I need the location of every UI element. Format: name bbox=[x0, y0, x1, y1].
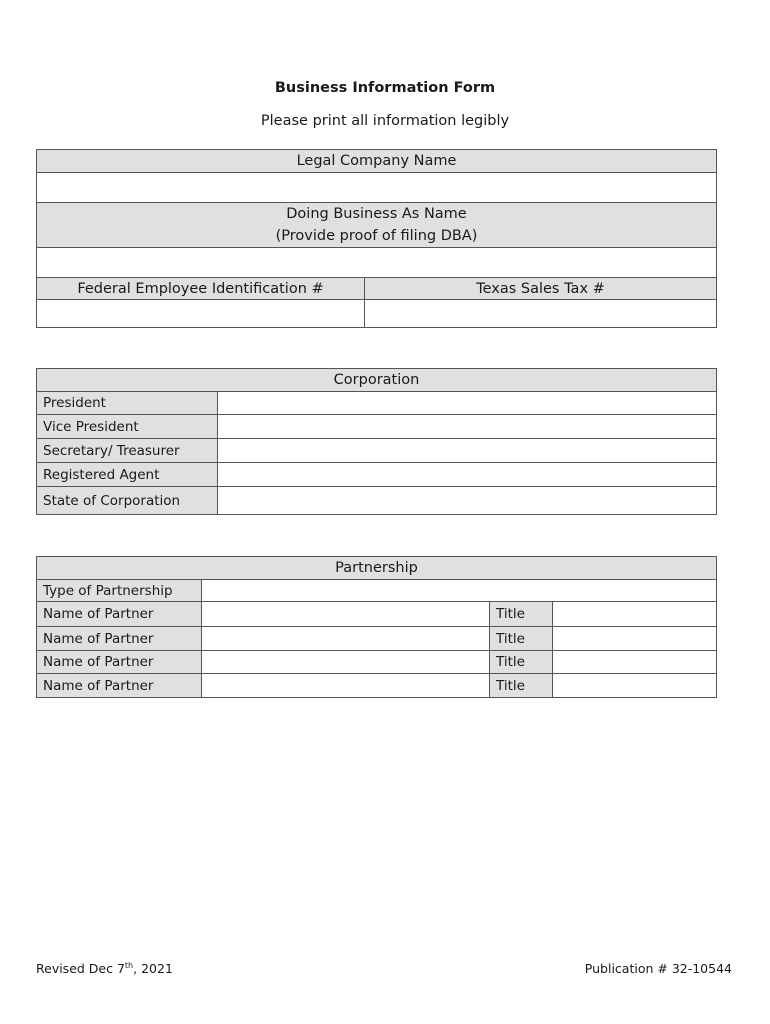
company-info-table bbox=[36, 149, 717, 328]
partner-name-label: Name of Partner bbox=[37, 651, 202, 674]
fein-label: Federal Employee Identification # bbox=[37, 278, 365, 300]
state-of-corporation-field[interactable] bbox=[218, 487, 717, 515]
president-label: President bbox=[37, 392, 218, 415]
corporation-table bbox=[36, 368, 717, 515]
dba-name-label bbox=[37, 203, 717, 248]
texas-sales-tax-field[interactable] bbox=[365, 300, 717, 328]
secretary-treasurer-field[interactable] bbox=[218, 439, 717, 463]
revision-date-suffix: , 2021 bbox=[133, 961, 173, 977]
partner-title-field[interactable] bbox=[553, 674, 717, 698]
revision-date-prefix: Revised Dec 7 bbox=[36, 961, 125, 977]
dba-name-label-line2: (Provide proof of filing DBA) bbox=[275, 228, 478, 244]
corporation-heading: Corporation bbox=[37, 369, 717, 392]
president-field[interactable] bbox=[218, 392, 717, 415]
partner-name-field[interactable] bbox=[202, 651, 490, 674]
vice-president-label: Vice President bbox=[37, 415, 218, 439]
partner-title-field[interactable] bbox=[553, 651, 717, 674]
partnership-table bbox=[36, 556, 717, 698]
secretary-treasurer-label: Secretary/ Treasurer bbox=[37, 439, 218, 463]
revision-date-ordinal: th bbox=[124, 961, 134, 970]
legal-company-name-field[interactable] bbox=[37, 173, 717, 203]
partner-title-label: Title bbox=[490, 602, 553, 627]
publication-number: Publication # 32-10544 bbox=[584, 961, 732, 976]
registered-agent-field[interactable] bbox=[218, 463, 717, 487]
form-title: Business Information Form bbox=[274, 80, 496, 96]
partner-name-label: Name of Partner bbox=[37, 627, 202, 651]
form-subtitle: Please print all information legibly bbox=[260, 113, 510, 129]
partnership-heading: Partnership bbox=[37, 557, 717, 580]
partner-title-field[interactable] bbox=[553, 602, 717, 627]
revision-date bbox=[36, 961, 173, 976]
type-of-partnership-label: Type of Partnership bbox=[37, 580, 202, 602]
texas-sales-tax-label: Texas Sales Tax # bbox=[365, 278, 717, 300]
partner-title-label: Title bbox=[490, 627, 553, 651]
partner-name-field[interactable] bbox=[202, 674, 490, 698]
partner-title-label: Title bbox=[490, 651, 553, 674]
partner-title-field[interactable] bbox=[553, 627, 717, 651]
partner-name-field[interactable] bbox=[202, 602, 490, 627]
type-of-partnership-field[interactable] bbox=[202, 580, 717, 602]
state-of-corporation-label: State of Corporation bbox=[37, 487, 218, 515]
partner-name-field[interactable] bbox=[202, 627, 490, 651]
partner-name-label: Name of Partner bbox=[37, 674, 202, 698]
vice-president-field[interactable] bbox=[218, 415, 717, 439]
legal-company-name-label: Legal Company Name bbox=[37, 150, 717, 173]
partner-title-label: Title bbox=[490, 674, 553, 698]
dba-name-label-line1: Doing Business As Name bbox=[286, 206, 467, 222]
registered-agent-label: Registered Agent bbox=[37, 463, 218, 487]
fein-field[interactable] bbox=[37, 300, 365, 328]
dba-name-field[interactable] bbox=[37, 248, 717, 278]
partner-name-label: Name of Partner bbox=[37, 602, 202, 627]
